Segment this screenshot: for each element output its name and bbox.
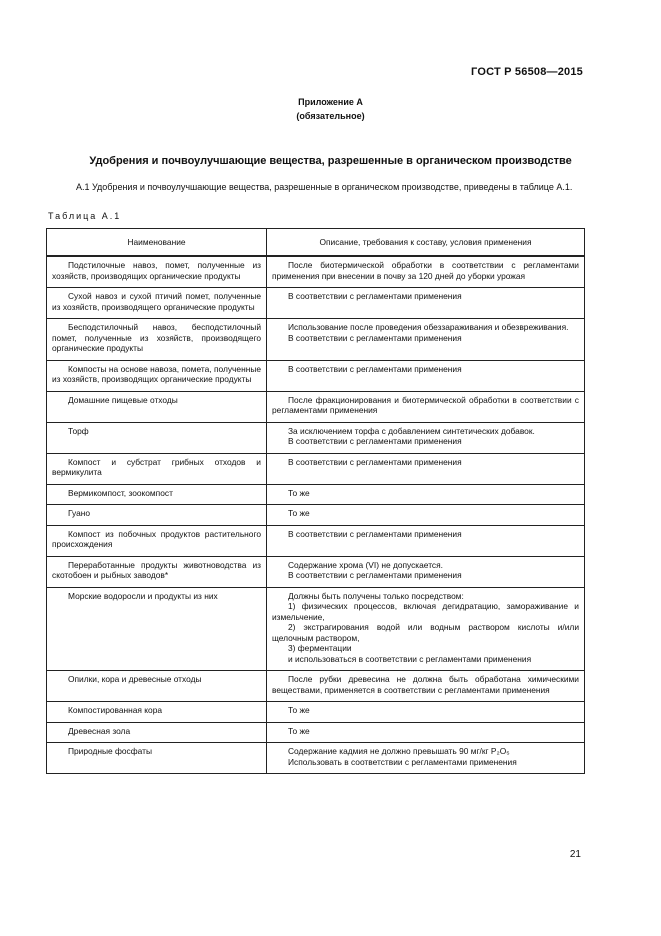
description-line: 2) экстрагирования водой или водным раствором кислоты и/или щелочным раствором, — [272, 622, 579, 643]
cell-name — [47, 505, 267, 526]
column-header-name: Наименование — [47, 229, 267, 257]
description-line: После рубки древесина не должна быть обработана химическими веществами, применяется в соответствии с регламентами применения — [272, 674, 579, 695]
item-name: Компост и субстрат грибных отходов и вермикулита — [52, 456, 261, 477]
cell-description — [267, 319, 585, 361]
description-line: 3) ферментации — [288, 643, 352, 653]
table-row — [47, 702, 585, 723]
cell-description — [267, 505, 585, 526]
cell-name — [47, 722, 267, 743]
item-name: Подстилочные навоз, помет, полученные из хозяйств, производящих органические продукты — [52, 260, 261, 281]
table-row — [47, 319, 585, 361]
cell-name — [47, 288, 267, 319]
document-code: ГОСТ Р 56508—2015 — [471, 66, 583, 78]
cell-name — [47, 391, 267, 422]
table-row — [47, 671, 585, 702]
table-row — [47, 484, 585, 505]
cell-description — [267, 525, 585, 556]
description-line: За исключением торфа с добавлением синтетических добавок. — [288, 425, 535, 436]
cell-name — [47, 453, 267, 484]
table-row — [47, 556, 585, 587]
description-line: То же — [288, 487, 310, 498]
cell-description — [267, 422, 585, 453]
description-line: Использование после проведения обеззараживания и обезвреживания. — [288, 322, 569, 332]
cell-description — [267, 556, 585, 587]
intro-paragraph: А.1 Удобрения и почвоулучшающие вещества, разрешенные в органическом производстве, приведены в таблице А.1. — [76, 182, 573, 192]
description-line: То же — [288, 725, 310, 736]
item-name: Бесподстилочный навоз, бесподстилочный помет, полученные из хозяйств, производящего органические продукты — [52, 322, 261, 353]
description-line: В соответствии с регламентами применения — [288, 363, 462, 374]
item-name: Древесная зола — [68, 725, 131, 736]
cell-description — [267, 671, 585, 702]
item-name: Домашние пищевые отходы — [68, 394, 178, 405]
cell-description — [267, 288, 585, 319]
appendix-status: (обязательное) — [296, 111, 365, 121]
table-row — [47, 525, 585, 556]
description-line: Использовать в соответствии с регламентами применения — [288, 756, 517, 767]
description-line: В соответствии с регламентами применения — [288, 332, 462, 343]
item-name: Гуано — [68, 508, 91, 518]
description-line: В соответствии с регламентами применения — [288, 456, 462, 467]
description-line: В соответствии с регламентами применения — [288, 570, 462, 580]
cell-description — [267, 453, 585, 484]
item-name: Сухой навоз и сухой птичий помет, полученные из хозяйств, производящего органические продукты — [52, 291, 261, 312]
section-heading: Удобрения и почвоулучшающие вещества, разрешенные в органическом производстве — [89, 155, 572, 167]
cell-name — [47, 525, 267, 556]
table-row — [47, 587, 585, 671]
cell-name — [47, 671, 267, 702]
table-row — [47, 722, 585, 743]
table-row — [47, 422, 585, 453]
description-line: В соответствии с регламентами применения — [288, 291, 462, 301]
description-line: В соответствии с регламентами применения — [288, 436, 462, 446]
table-header-row — [47, 229, 585, 257]
cell-description — [267, 702, 585, 723]
cell-description — [267, 587, 585, 671]
description-line: Содержание хрома (VI) не допускается. — [288, 559, 443, 570]
item-name: Морские водоросли и продукты из них — [68, 590, 218, 601]
page-number: 21 — [569, 849, 581, 860]
item-name: Компост из побочных продуктов растительного происхождения — [52, 528, 261, 549]
description-line: То же — [288, 508, 310, 518]
item-name: Компосты на основе навоза, помета, полученные из хозяйств, производящих органические продукты — [52, 363, 261, 384]
appendix-block — [0, 95, 661, 123]
fertilizer-table — [46, 228, 585, 774]
cell-description — [267, 256, 585, 288]
table-row — [47, 360, 585, 391]
table-row — [47, 256, 585, 288]
cell-description — [267, 391, 585, 422]
item-name: Переработанные продукты животноводства из скотобоен и рыбных заводов* — [52, 559, 261, 580]
cell-description — [267, 484, 585, 505]
table-body — [47, 256, 585, 774]
cell-name — [47, 484, 267, 505]
item-name: Компостированная кора — [68, 705, 163, 715]
item-name: Природные фосфаты — [68, 746, 152, 756]
cell-description — [267, 743, 585, 774]
description-line: Содержание кадмия не должно превышать 90 мг/кг P₂O₅ — [288, 746, 510, 756]
cell-name — [47, 319, 267, 361]
item-name: Торф — [68, 425, 89, 436]
table-row — [47, 743, 585, 774]
description-line: Должны быть получены только посредством: — [288, 590, 464, 601]
cell-name — [47, 422, 267, 453]
description-line: После фракционирования и биотермической обработки в соответствии с регламентами применения — [272, 394, 579, 415]
appendix-title: Приложение А — [298, 97, 363, 107]
item-name: Вермикомпост, зоокомпост — [68, 487, 173, 498]
description-line: и использоваться в соответствии с регламентами применения — [288, 653, 532, 664]
table-caption: Таблица А.1 — [48, 211, 122, 221]
table-row — [47, 288, 585, 319]
item-name: Опилки, кора и древесные отходы — [68, 674, 202, 684]
table-row — [47, 505, 585, 526]
table-row — [47, 391, 585, 422]
column-header-description: Описание, требования к составу, условия применения — [267, 229, 585, 257]
description-line: После биотермической обработки в соответствии с регламентами применения при внесении в почву за 120 дней до уборки урожая — [272, 260, 579, 281]
cell-name — [47, 256, 267, 288]
description-line: То же — [288, 705, 310, 715]
description-line: 1) физических процессов, включая дегидратацию, замораживание и измельчение, — [272, 601, 579, 622]
table-row — [47, 453, 585, 484]
cell-name — [47, 702, 267, 723]
cell-description — [267, 360, 585, 391]
description-line: В соответствии с регламентами применения — [288, 528, 462, 539]
cell-name — [47, 587, 267, 671]
cell-description — [267, 722, 585, 743]
cell-name — [47, 743, 267, 774]
cell-name — [47, 556, 267, 587]
cell-name — [47, 360, 267, 391]
